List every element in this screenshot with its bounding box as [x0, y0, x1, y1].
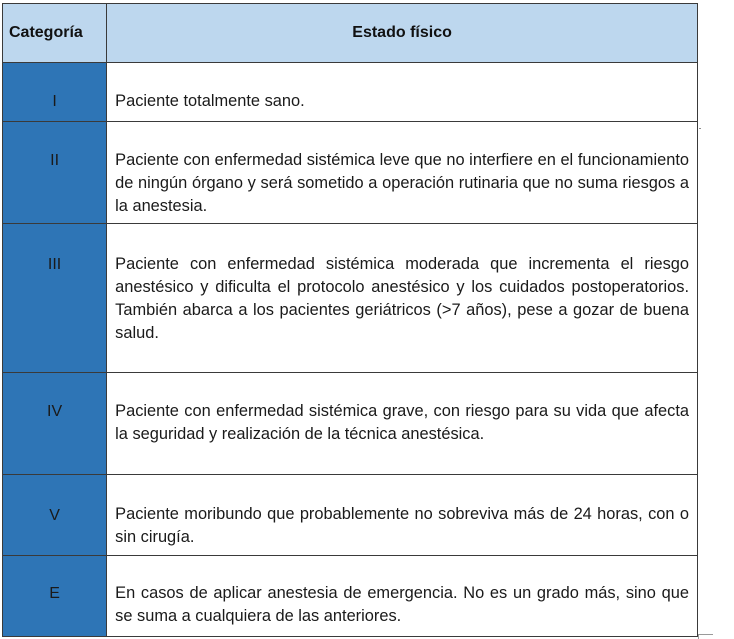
- category-cell: [3, 475, 107, 556]
- physical-status-table: [2, 3, 698, 637]
- category-label: III: [47, 256, 62, 273]
- table-row: [3, 475, 698, 556]
- category-label: I: [52, 93, 57, 110]
- category-cell: [3, 224, 107, 373]
- category-cell: [3, 373, 107, 475]
- category-label: E: [49, 585, 60, 602]
- category-label: IV: [47, 403, 63, 420]
- table-header-row: [3, 4, 698, 63]
- description-cell: [107, 224, 698, 373]
- category-label: II: [50, 152, 60, 169]
- table-row: [3, 556, 698, 637]
- table-row: [3, 122, 698, 224]
- description-text: Paciente moribundo que probablemente no sobreviva más de 24 horas, con o sin cirugía.: [115, 505, 689, 546]
- description-cell: [107, 475, 698, 556]
- category-column-header: Categoría: [3, 4, 107, 63]
- description-text: Paciente totalmente sano.: [115, 92, 305, 110]
- category-cell: [3, 63, 107, 122]
- page-corner-mark: [698, 634, 713, 639]
- description-text: En casos de aplicar anestesia de emergencia. No es un grado más, sino que se suma a cualquiera de las anteriores.: [115, 584, 689, 625]
- description-cell: [107, 556, 698, 637]
- category-cell: [3, 122, 107, 224]
- table-edge-mark: [699, 128, 701, 129]
- description-text: Paciente con enfermedad sistémica moderada que incrementa el riesgo anestésico y dificulta el protocolo anestésico y los cuidados postoperatorios. También abarca a los pacientes geriátricos (>7 años), pese a gozar de buena salud.: [115, 255, 689, 342]
- description-cell: [107, 63, 698, 122]
- table-row: [3, 224, 698, 373]
- category-label: V: [49, 507, 60, 524]
- description-cell: [107, 122, 698, 224]
- table-row: [3, 373, 698, 475]
- description-cell: [107, 373, 698, 475]
- table-row: [3, 63, 698, 122]
- description-text: Paciente con enfermedad sistémica grave, con riesgo para su vida que afecta la seguridad y realización de la técnica anestésica.: [115, 402, 689, 443]
- physical-status-column-header: Estado físico: [107, 4, 698, 63]
- description-text: Paciente con enfermedad sistémica leve que no interfiere en el funcionamiento de ningún órgano y será sometido a operación rutinaria que no suma riesgos a la anestesia.: [115, 151, 689, 215]
- category-cell: [3, 556, 107, 637]
